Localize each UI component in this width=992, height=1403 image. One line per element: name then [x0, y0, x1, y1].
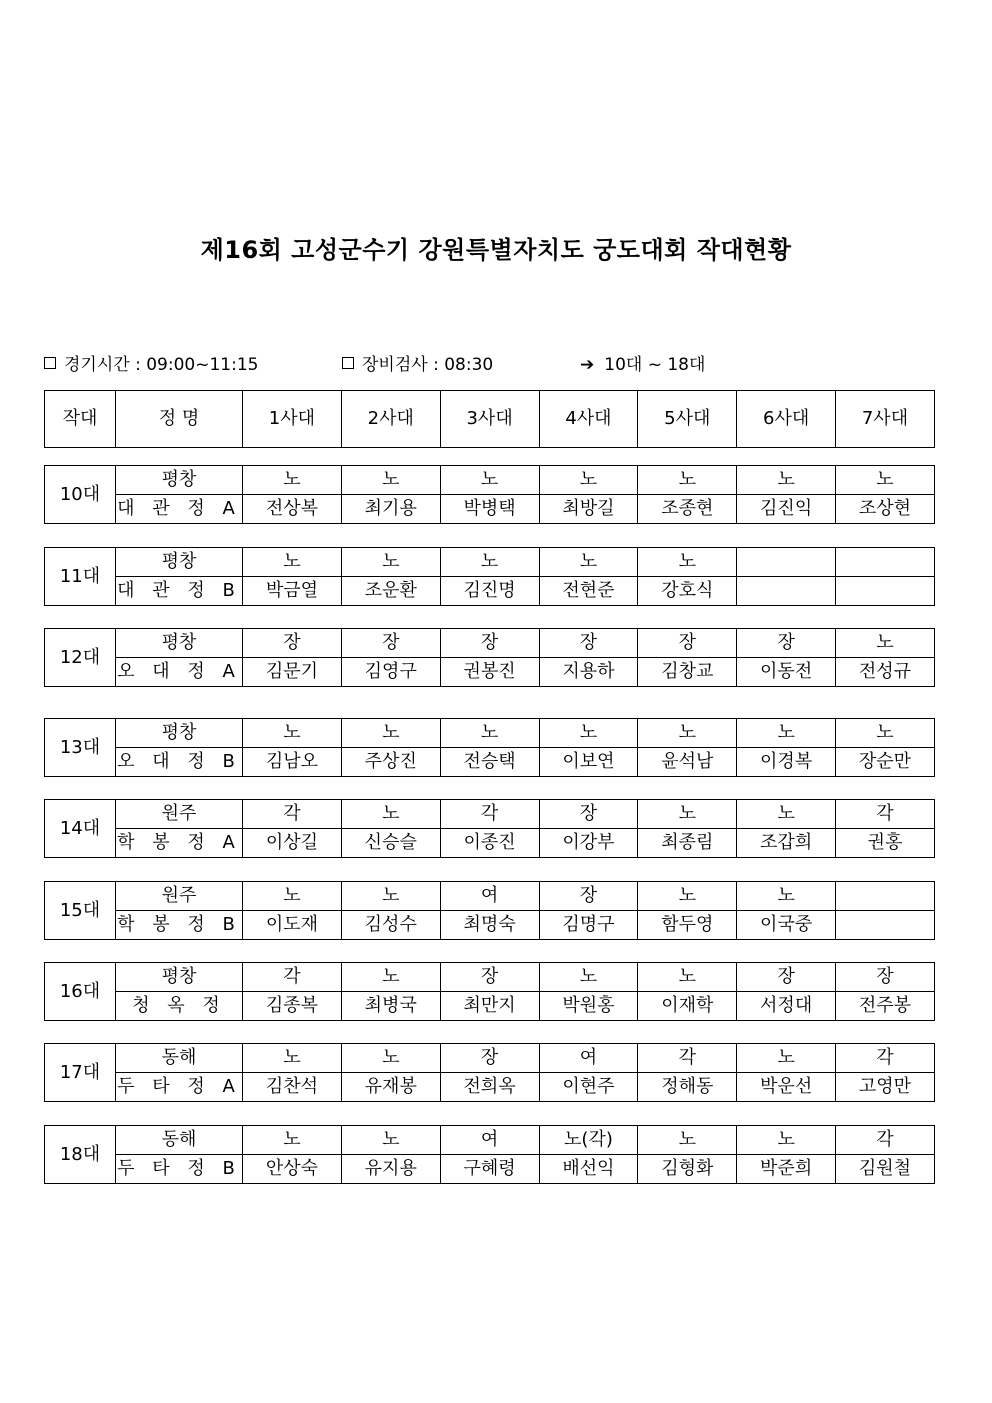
class-cell: 노 — [638, 800, 737, 829]
archer-name: 고영만 — [836, 1073, 935, 1102]
class-cell: 노 — [737, 1126, 836, 1155]
class-cell: 여 — [539, 1044, 638, 1073]
region: 평창 — [116, 629, 243, 658]
archer-name: 박금열 — [243, 577, 342, 606]
class-cell: 노 — [539, 466, 638, 495]
archer-name: 서정대 — [737, 992, 836, 1021]
archer-name: 유재봉 — [341, 1073, 440, 1102]
header-cell: 정 명 — [116, 391, 243, 448]
equipment-check — [342, 350, 493, 375]
name-row — [45, 577, 935, 606]
class-cell: 각 — [440, 800, 539, 829]
class-cell: 노 — [341, 963, 440, 992]
group-table — [44, 1125, 935, 1184]
class-cell: 노 — [341, 548, 440, 577]
class-cell: 여 — [440, 1126, 539, 1155]
class-cell: 노 — [737, 719, 836, 748]
name-row — [45, 1073, 935, 1102]
checkbox-icon — [342, 357, 354, 369]
class-cell: 노 — [341, 882, 440, 911]
group-table — [44, 881, 935, 940]
class-cell: 노 — [737, 800, 836, 829]
archer-name: 권봉진 — [440, 658, 539, 687]
hall-name: 대 관 정 A — [116, 495, 243, 524]
class-cell: 노 — [341, 800, 440, 829]
archer-name: 김찬석 — [243, 1073, 342, 1102]
archer-name — [836, 911, 935, 940]
class-cell: 노 — [539, 548, 638, 577]
class-cell: 노 — [836, 466, 935, 495]
archer-name: 조상현 — [836, 495, 935, 524]
group-table — [44, 718, 935, 777]
archer-name: 장순만 — [836, 748, 935, 777]
class-row — [45, 1126, 935, 1155]
range-text: 10대 ~ 18대 — [604, 355, 706, 375]
header-row — [45, 391, 935, 448]
hall-name: 대 관 정 B — [116, 577, 243, 606]
header-cell: 5사대 — [638, 391, 737, 448]
name-row — [45, 495, 935, 524]
class-row — [45, 466, 935, 495]
archer-name: 전성규 — [836, 658, 935, 687]
class-cell: 장 — [539, 882, 638, 911]
archer-name: 이도재 — [243, 911, 342, 940]
hall-name: 청 옥 정 — [116, 992, 243, 1021]
class-cell: 각 — [836, 800, 935, 829]
group-number: 16대 — [45, 963, 116, 1021]
archer-name: 김명구 — [539, 911, 638, 940]
class-cell: 장 — [440, 963, 539, 992]
archer-name — [737, 577, 836, 606]
hall-name: 두 타 정 A — [116, 1073, 243, 1102]
class-cell: 장 — [539, 800, 638, 829]
class-cell: 노 — [440, 548, 539, 577]
class-cell: 노 — [638, 466, 737, 495]
archer-name: 박준희 — [737, 1155, 836, 1184]
class-cell: 노 — [243, 719, 342, 748]
archer-name: 구혜령 — [440, 1155, 539, 1184]
match-time-text: 경기시간 : 09:00~11:15 — [64, 355, 259, 375]
region: 동해 — [116, 1126, 243, 1155]
class-cell: 각 — [243, 963, 342, 992]
hall-name: 오 대 정 A — [116, 658, 243, 687]
class-cell: 장 — [836, 963, 935, 992]
archer-name: 강호식 — [638, 577, 737, 606]
checkbox-icon — [44, 357, 56, 369]
group-number: 14대 — [45, 800, 116, 858]
archer-name: 이강부 — [539, 829, 638, 858]
archer-name: 이현주 — [539, 1073, 638, 1102]
right-arrow-icon: ➔ — [580, 355, 595, 375]
archer-name — [836, 577, 935, 606]
archer-name: 김창교 — [638, 658, 737, 687]
region: 평창 — [116, 548, 243, 577]
header-table — [44, 390, 935, 448]
group-table — [44, 628, 935, 687]
archer-name: 전현준 — [539, 577, 638, 606]
name-row — [45, 911, 935, 940]
class-cell: 장 — [341, 629, 440, 658]
hall-name: 학 봉 정 A — [116, 829, 243, 858]
archer-name: 전희옥 — [440, 1073, 539, 1102]
hall-name: 오 대 정 B — [116, 748, 243, 777]
archer-name: 이보연 — [539, 748, 638, 777]
class-row — [45, 629, 935, 658]
group-table — [44, 465, 935, 524]
archer-name: 김진명 — [440, 577, 539, 606]
archer-name: 최병국 — [341, 992, 440, 1021]
class-cell: 노 — [737, 1044, 836, 1073]
region: 평창 — [116, 719, 243, 748]
class-cell: 노 — [638, 719, 737, 748]
class-cell: 장 — [638, 629, 737, 658]
header-cell: 6사대 — [737, 391, 836, 448]
archer-name: 김영구 — [341, 658, 440, 687]
class-cell: 노 — [638, 548, 737, 577]
class-cell: 장 — [737, 629, 836, 658]
archer-name: 김진익 — [737, 495, 836, 524]
archer-name: 최방길 — [539, 495, 638, 524]
region: 원주 — [116, 800, 243, 829]
class-cell: 각 — [638, 1044, 737, 1073]
class-cell: 노 — [737, 466, 836, 495]
class-cell: 노 — [638, 882, 737, 911]
archer-name: 김남오 — [243, 748, 342, 777]
name-row — [45, 658, 935, 687]
class-cell — [836, 548, 935, 577]
class-cell — [737, 548, 836, 577]
archer-name: 함두영 — [638, 911, 737, 940]
archer-name: 전승택 — [440, 748, 539, 777]
archer-name: 조종현 — [638, 495, 737, 524]
class-cell: 장 — [243, 629, 342, 658]
archer-name: 최기용 — [341, 495, 440, 524]
class-cell: 장 — [737, 963, 836, 992]
group-table — [44, 799, 935, 858]
group-number: 15대 — [45, 882, 116, 940]
archer-name: 박원홍 — [539, 992, 638, 1021]
archer-name: 정해동 — [638, 1073, 737, 1102]
info-line — [44, 350, 944, 376]
hall-name: 두 타 정 B — [116, 1155, 243, 1184]
class-row — [45, 548, 935, 577]
archer-name: 조갑희 — [737, 829, 836, 858]
archer-name: 최종림 — [638, 829, 737, 858]
class-cell: 노 — [243, 1044, 342, 1073]
group-table — [44, 547, 935, 606]
archer-name: 김원철 — [836, 1155, 935, 1184]
class-cell: 노 — [341, 1126, 440, 1155]
class-cell: 각 — [836, 1044, 935, 1073]
region: 평창 — [116, 466, 243, 495]
name-row — [45, 829, 935, 858]
region: 평창 — [116, 963, 243, 992]
class-cell: 노 — [737, 882, 836, 911]
hall-name: 학 봉 정 B — [116, 911, 243, 940]
class-cell: 노 — [341, 1044, 440, 1073]
archer-name: 전상복 — [243, 495, 342, 524]
header-cell: 3사대 — [440, 391, 539, 448]
class-cell: 노 — [243, 882, 342, 911]
archer-name: 이상길 — [243, 829, 342, 858]
header-cell: 4사대 — [539, 391, 638, 448]
page-title: 제16회 고성군수기 강원특별자치도 궁도대회 작대현황 — [200, 236, 792, 264]
range — [580, 350, 705, 375]
archer-name: 김문기 — [243, 658, 342, 687]
archer-name: 최명숙 — [440, 911, 539, 940]
archer-name: 안상숙 — [243, 1155, 342, 1184]
archer-name: 유지용 — [341, 1155, 440, 1184]
class-row — [45, 719, 935, 748]
archer-name: 배선익 — [539, 1155, 638, 1184]
group-table — [44, 962, 935, 1021]
class-cell: 노 — [539, 719, 638, 748]
header-cell: 2사대 — [341, 391, 440, 448]
class-cell: 여 — [440, 882, 539, 911]
class-cell: 노 — [341, 719, 440, 748]
group-number: 10대 — [45, 466, 116, 524]
class-cell: 노 — [836, 629, 935, 658]
archer-name: 박운선 — [737, 1073, 836, 1102]
match-time — [44, 350, 258, 375]
archer-name: 권홍 — [836, 829, 935, 858]
archer-name: 김성수 — [341, 911, 440, 940]
class-row — [45, 882, 935, 911]
archer-name: 이재학 — [638, 992, 737, 1021]
archer-name: 신승슬 — [341, 829, 440, 858]
class-cell: 노 — [539, 963, 638, 992]
name-row — [45, 748, 935, 777]
archer-name: 전주봉 — [836, 992, 935, 1021]
class-cell: 장 — [440, 629, 539, 658]
archer-name: 조운환 — [341, 577, 440, 606]
group-number: 11대 — [45, 548, 116, 606]
header-cell: 1사대 — [243, 391, 342, 448]
class-cell: 장 — [440, 1044, 539, 1073]
class-cell: 노 — [836, 719, 935, 748]
class-row — [45, 800, 935, 829]
class-cell — [836, 882, 935, 911]
class-cell: 노 — [440, 719, 539, 748]
region: 원주 — [116, 882, 243, 911]
class-cell: 노 — [341, 466, 440, 495]
group-number: 12대 — [45, 629, 116, 687]
archer-name: 김형화 — [638, 1155, 737, 1184]
class-cell: 노 — [243, 1126, 342, 1155]
class-cell: 노(각) — [539, 1126, 638, 1155]
region: 동해 — [116, 1044, 243, 1073]
archer-name: 이동전 — [737, 658, 836, 687]
class-row — [45, 1044, 935, 1073]
name-row — [45, 1155, 935, 1184]
class-cell: 각 — [836, 1126, 935, 1155]
class-cell: 장 — [539, 629, 638, 658]
group-number: 13대 — [45, 719, 116, 777]
archer-name: 주상진 — [341, 748, 440, 777]
class-row — [45, 963, 935, 992]
header-cell: 7사대 — [836, 391, 935, 448]
group-table — [44, 1043, 935, 1102]
name-row — [45, 992, 935, 1021]
archer-name: 이종진 — [440, 829, 539, 858]
class-cell: 노 — [440, 466, 539, 495]
archer-name: 이국중 — [737, 911, 836, 940]
class-cell: 노 — [243, 466, 342, 495]
archer-name: 김종복 — [243, 992, 342, 1021]
class-cell: 노 — [638, 963, 737, 992]
class-cell: 노 — [638, 1126, 737, 1155]
archer-name: 윤석남 — [638, 748, 737, 777]
archer-name: 지용하 — [539, 658, 638, 687]
class-cell: 각 — [243, 800, 342, 829]
archer-name: 최만지 — [440, 992, 539, 1021]
archer-name: 이경복 — [737, 748, 836, 777]
archer-name: 박병택 — [440, 495, 539, 524]
equipment-check-text: 장비검사 : 08:30 — [362, 355, 494, 375]
group-number: 17대 — [45, 1044, 116, 1102]
header-cell: 작대 — [45, 391, 116, 448]
group-number: 18대 — [45, 1126, 116, 1184]
class-cell: 노 — [243, 548, 342, 577]
